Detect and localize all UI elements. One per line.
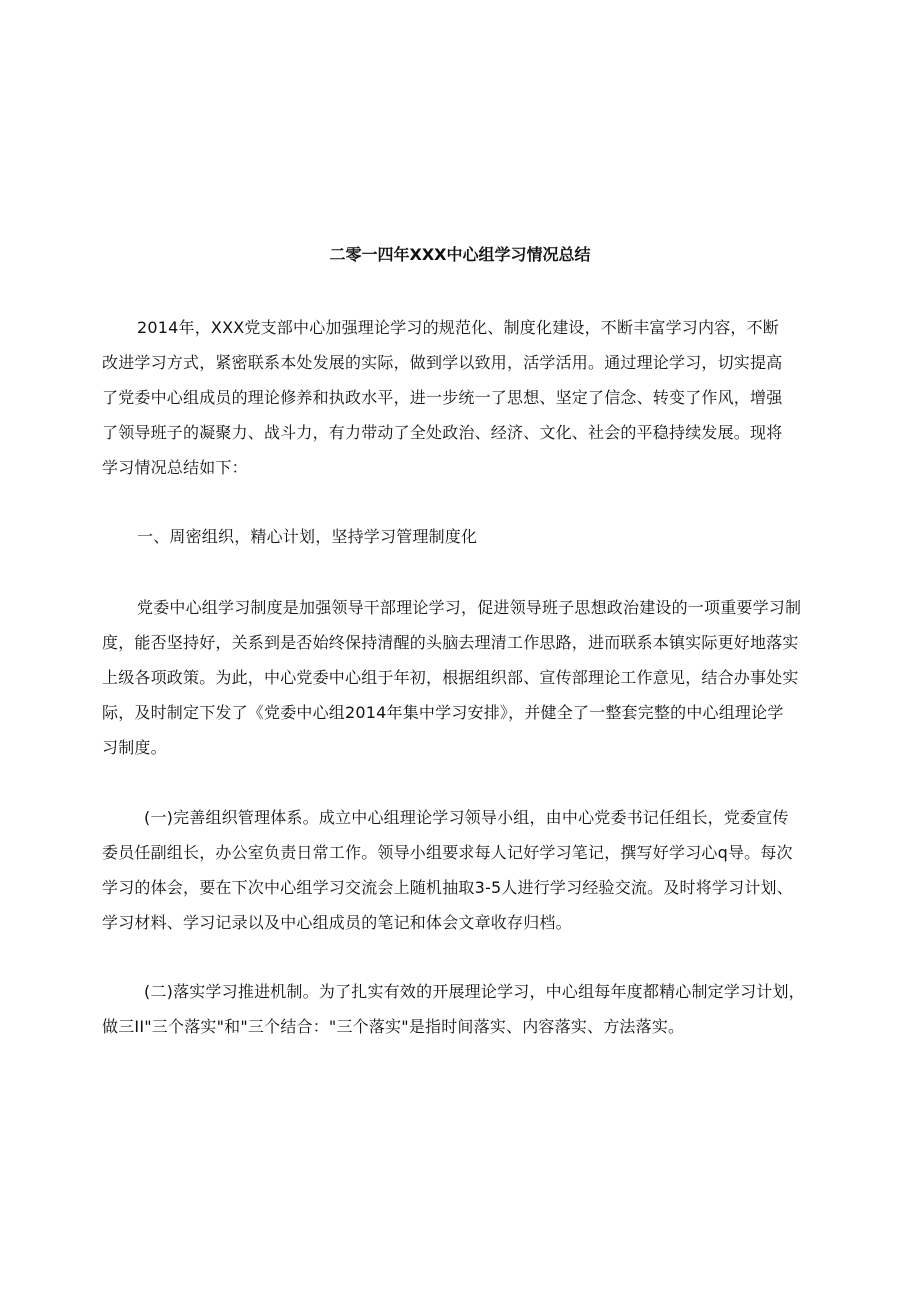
section-1-heading-block (102, 519, 827, 554)
paragraph-line: (一)完善组织管理体系。成立中心组理论学习领导小组，由中心党委书记任组长，党委宣传 (144, 808, 789, 827)
paragraph-line: 委员任副组长，办公室负责日常工作。领导小组要求每人记好学习笔记，撰写好学习心q导。每次 (102, 843, 793, 862)
paragraph-line: 度，能否坚持好，关系到是否始终保持清醒的头脑去理清工作思路，进而联系本镇实际更好地落实 (102, 633, 799, 652)
paragraph-line: (二)落实学习推进机制。为了扎实有效的开展理论学习，中心组每年度都精心制定学习计划， (144, 982, 805, 1001)
paragraph-line: 际，及时制定下发了《党委中心组2014年集中学习安排》，并健全了一整套完整的中心组理论学 (102, 703, 784, 722)
paragraph-line: 习制度。 (102, 738, 167, 757)
paragraph-line: 党委中心组学习制度是加强领导干部理论学习，促进领导班子思想政治建设的一项重要学习制 (137, 598, 802, 617)
paragraph-line: 了党委中心组成员的理论修养和执政水平，进一步统一了思想、坚定了信念、转变了作风，增强 (102, 388, 783, 407)
document-title: 二零一四年XXX中心组学习情况总结 (329, 245, 591, 264)
paragraph-line: 改进学习方式，紧密联系本处发展的实际，做到学以致用，活学活用。通过理论学习，切实提高 (102, 353, 783, 372)
paragraph-line: 学习情况总结如下： (102, 458, 248, 477)
paragraph-line: 2014年，XXX党支部中心加强理论学习的规范化、制度化建设，不断丰富学习内容，不断 (137, 318, 780, 337)
section-heading: 一、周密组织，精心计划，坚持学习管理制度化 (137, 527, 478, 546)
section-1-paragraph (102, 590, 827, 765)
paragraph-line: 了领导班子的凝聚力、战斗力，有力带动了全处政治、经济、文化、社会的平稳持续发展。现将 (102, 423, 783, 442)
paragraph-line: 学习的体会，要在下次中心组学习交流会上随机抽取3-5人进行学习经验交流。及时将学习计划、 (102, 878, 793, 897)
subsection-2-paragraph (102, 974, 827, 1044)
paragraph-line: 学习材料、学习记录以及中心组成员的笔记和体会文章收存归档。 (102, 913, 572, 932)
paragraph-line: 做三II"三个落实"和"三个结合："三个落实"是指时间落实、内容落实、方法落实。 (102, 1017, 685, 1036)
subsection-1-paragraph (102, 800, 827, 940)
paragraph-line: 上级各项政策。为此，中心党委中心组于年初，根据组织部、宣传部理论工作意见，结合办事处实 (102, 668, 799, 687)
intro-paragraph (102, 310, 827, 485)
